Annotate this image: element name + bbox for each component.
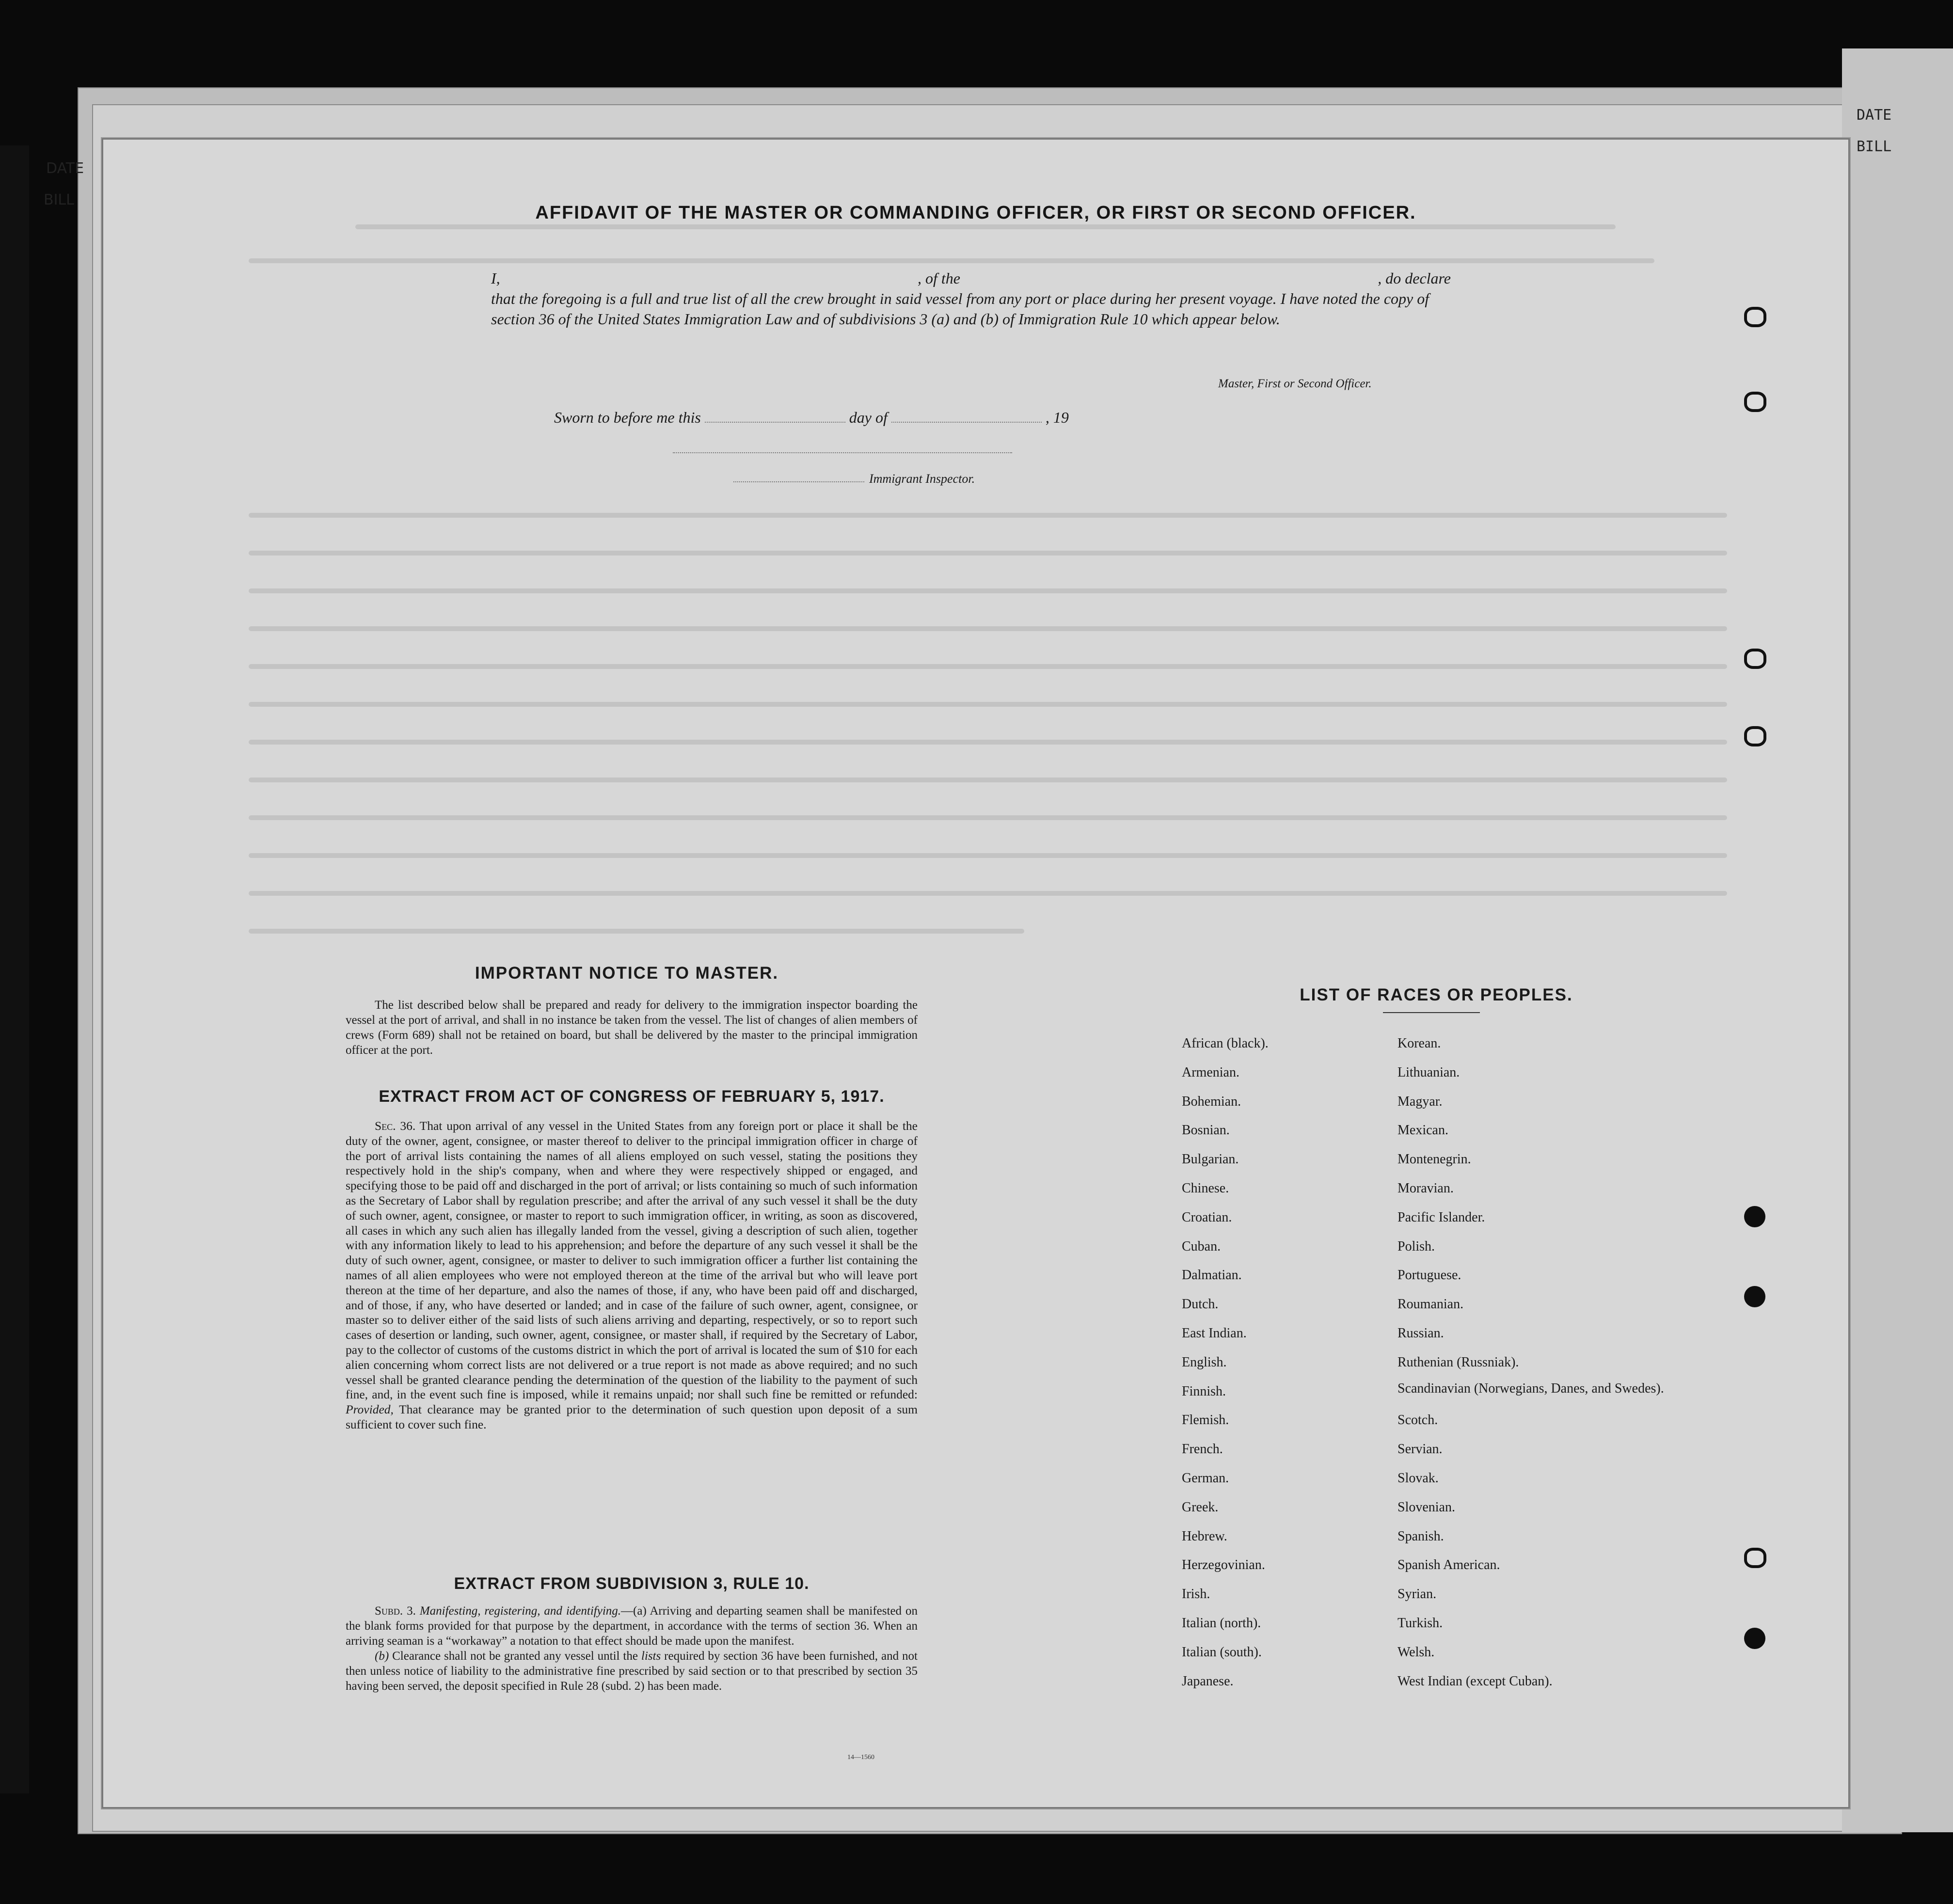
race-item: Italian (north).: [1182, 1615, 1261, 1631]
binder-hole: [1744, 1548, 1766, 1568]
race-item: Dalmatian.: [1182, 1268, 1242, 1283]
subdivision-heading: Manifesting, registering, and identifying.: [419, 1604, 621, 1618]
affidavit-do-declare: , do declare: [1378, 270, 1451, 287]
inspector-caption-leader: [733, 481, 864, 482]
punch-hole: [1744, 1628, 1765, 1649]
race-item: Slovak.: [1397, 1470, 1439, 1486]
subdivision-label: Subd. 3.: [375, 1604, 416, 1618]
race-item: Armenian.: [1182, 1064, 1239, 1080]
race-item: Dutch.: [1182, 1297, 1219, 1312]
stub-label: BILL: [1857, 138, 1892, 155]
affidavit-first-line: [491, 268, 1451, 288]
day-blank: [705, 410, 845, 423]
race-item: Greek.: [1182, 1499, 1219, 1515]
races-column-2: [1397, 1029, 1664, 1696]
race-item: Cuban.: [1182, 1238, 1221, 1254]
race-item: Syrian.: [1397, 1587, 1437, 1602]
form-number: 14—1560: [847, 1754, 874, 1761]
race-item: Herzegovinian.: [1182, 1557, 1265, 1573]
sworn-line: [554, 409, 1069, 427]
section-36-text: [346, 1119, 918, 1432]
subdivision-b: [346, 1649, 918, 1694]
race-item: Turkish.: [1397, 1615, 1443, 1631]
sworn-day-of: day of: [849, 409, 888, 426]
race-item: Welsh.: [1397, 1644, 1435, 1660]
race-item: Ruthenian (Russniak).: [1397, 1354, 1519, 1370]
race-item: Montenegrin.: [1397, 1152, 1471, 1167]
paragraph-b-label: (b): [375, 1650, 389, 1663]
sworn-prefix: Sworn to before me this: [554, 409, 701, 426]
race-item: Japanese.: [1182, 1673, 1234, 1689]
race-item: Hebrew.: [1182, 1528, 1227, 1544]
manifest-page: [102, 138, 1850, 1809]
punch-hole: [1744, 1286, 1765, 1307]
rule-extract-title: EXTRACT FROM SUBDIVISION 3, RULE 10.: [454, 1574, 810, 1593]
section-label: Sec. 36.: [375, 1119, 416, 1133]
section-body: That upon arrival of any vessel in the United States from any foreign port or place it shall be the duty of the owner, agent, consignee, or master thereof to deliver to the principal immigration officer in charge of the port of arrival lists containing the names of all aliens employed on such vessel, stating the positions they respectively hold in the ship's company, when and where they were respectively shipped or engaged, and specifying those to be paid off and discharged in the port of arrival; or lists containing so much of such information as the Secretary of Labor shall by regulation prescribe; and after the arrival of any such vessel it shall be the duty of such owner, agent, consignee, or master to report to such immigration officer, in writing, as soon as discovered, all cases in which any such alien has illegally landed from the vessel, giving a description of such alien, together with any information likely to lead to his apprehension; and before the departure of any such vessel it shall be the duty of such owner, agent, consignee, or master to deliver to such immigration officer a further list containing the names of all alien employees who were not employed thereon at the time of the arrival but who will leave port thereon at the time of her departure, and also the names of those, if any, who have been paid off and discharged, and of those, if any, who have deserted or landed; and in case of the failure of such owner, agent, consignee, or master so to deliver either of the said lists of such aliens arriving and departing, respectively, or so to report such cases of desertion or landing, such owner, agent, consignee, or master shall, if required by the Secretary of Labor, pay to the collector of customs of the customs district in which the port of arrival is located the sum of $10 for each alien concerning whom correct lists are not delivered or a true report is not made as above required; and no such vessel shall be granted clearance pending the determination of the question of the liability to the payment of such fine, and, in the event such fine is imposed, while it remains unpaid; nor shall such fine be remitted or refunded:: [346, 1119, 918, 1402]
race-item: Spanish American.: [1397, 1557, 1500, 1573]
race-item: Mexican.: [1397, 1123, 1448, 1138]
inspector-signature-line: [673, 452, 1012, 453]
rule-10-text: [346, 1603, 918, 1694]
race-item: Moravian.: [1397, 1180, 1454, 1196]
affidavit-body: that the foregoing is a full and true list of all the crew brought in said vessel from any port or place during her present voyage. I have noted the copy of section 36 of the United States Immigration Law and of subdivisions 3 (a) and (b) of Immigration Rule 10 which appear below.: [491, 290, 1429, 328]
inspector-caption: Immigrant Inspector.: [869, 472, 975, 486]
race-item: Magyar.: [1397, 1094, 1443, 1109]
subdivision-a: [346, 1603, 918, 1649]
race-item: Russian.: [1397, 1325, 1444, 1341]
race-item: West Indian (except Cuban).: [1397, 1673, 1553, 1689]
race-item: African (black).: [1182, 1036, 1269, 1051]
affidavit-i: I,: [491, 270, 500, 287]
act-extract-title: EXTRACT FROM ACT OF CONGRESS OF FEBRUARY 5, 1917.: [379, 1087, 885, 1106]
race-item: German.: [1182, 1470, 1229, 1486]
month-blank: [891, 410, 1042, 423]
races-title: LIST OF RACES OR PEOPLES.: [1300, 985, 1573, 1004]
race-item: East Indian.: [1182, 1325, 1247, 1341]
sworn-year: , 19: [1045, 409, 1069, 426]
race-item: Bosnian.: [1182, 1123, 1230, 1138]
race-item: Slovenian.: [1397, 1499, 1455, 1515]
race-item: Scotch.: [1397, 1412, 1438, 1428]
paragraph-b-post: required by section 36 have been furnished, and not then unless notice of liability to the administrative fine prescribed by said section or to that prescribed by section 35 having been served, the deposit specified in Rule 28 (subd. 2) has been made.: [346, 1650, 918, 1693]
officer-signature-caption: Master, First or Second Officer.: [1218, 377, 1372, 390]
race-item: Servian.: [1397, 1442, 1443, 1457]
race-item: Bohemian.: [1182, 1094, 1241, 1109]
affidavit-title: AFFIDAVIT OF THE MASTER OR COMMANDING OFFICER, OR FIRST OR SECOND OFFICER.: [535, 203, 1416, 223]
stub-label: BILL: [44, 191, 74, 208]
affidavit-declaration: [491, 268, 1451, 329]
race-item: English.: [1182, 1354, 1227, 1370]
paragraph-b-lists: lists: [641, 1650, 661, 1663]
race-item: Pacific Islander.: [1397, 1209, 1485, 1225]
stub-label: DATE: [46, 160, 84, 177]
binder-hole: [1744, 392, 1766, 412]
race-item: Portuguese.: [1397, 1268, 1461, 1283]
proviso-word: Provided,: [346, 1402, 394, 1417]
notice-title: IMPORTANT NOTICE TO MASTER.: [475, 964, 779, 983]
paragraph-a: —(a) Arriving and departing seamen shall be manifested on the blank forms provided for that purpose by the department, in accordance with the terms of section 36. When an arriving seaman is a “workaway” a notation to that effect should be made upon the manifest.: [346, 1604, 918, 1648]
races-title-rule: [1383, 1012, 1480, 1013]
race-item: Roumanian.: [1397, 1297, 1464, 1312]
stub-label: DATE: [1857, 107, 1892, 124]
binder-hole: [1744, 726, 1766, 746]
race-item: Flemish.: [1182, 1412, 1229, 1428]
race-item: Chinese.: [1182, 1180, 1229, 1196]
race-item: Lithuanian.: [1397, 1064, 1460, 1080]
scan-edge: [0, 145, 29, 1793]
race-item: Bulgarian.: [1182, 1152, 1239, 1167]
race-item: Korean.: [1397, 1036, 1441, 1051]
binder-hole: [1744, 307, 1766, 327]
race-item: Scandinavian (Norwegians, Danes, and Swedes).: [1397, 1380, 1664, 1396]
affidavit-of-the: , of the: [917, 270, 960, 287]
punch-hole: [1744, 1206, 1765, 1227]
race-item: Italian (south).: [1182, 1644, 1262, 1660]
adjacent-sheet: [1842, 48, 1953, 1832]
proviso-text: That clearance may be granted prior to the determination of such question upon deposit of a sum sufficient to cover such fine.: [346, 1402, 918, 1431]
race-item: Spanish.: [1397, 1528, 1444, 1544]
race-item: French.: [1182, 1442, 1223, 1457]
race-item: Finnish.: [1182, 1383, 1226, 1399]
races-column-1: [1182, 1029, 1385, 1696]
race-item: Polish.: [1397, 1238, 1435, 1254]
race-item: Croatian.: [1182, 1209, 1232, 1225]
paragraph-b-pre: Clearance shall not be granted any vessel until the: [392, 1650, 638, 1663]
notice-text: The list described below shall be prepared and ready for delivery to the immigration inspector boarding the vessel at the port of arrival, and shall in no instance be taken from the vessel. The list of changes of alien members of crews (Form 689) shall not be retained on board, but shall be delivered by the master to the principal immigration officer at the port.: [346, 999, 918, 1057]
race-item: Irish.: [1182, 1587, 1210, 1602]
binder-hole: [1744, 649, 1766, 669]
